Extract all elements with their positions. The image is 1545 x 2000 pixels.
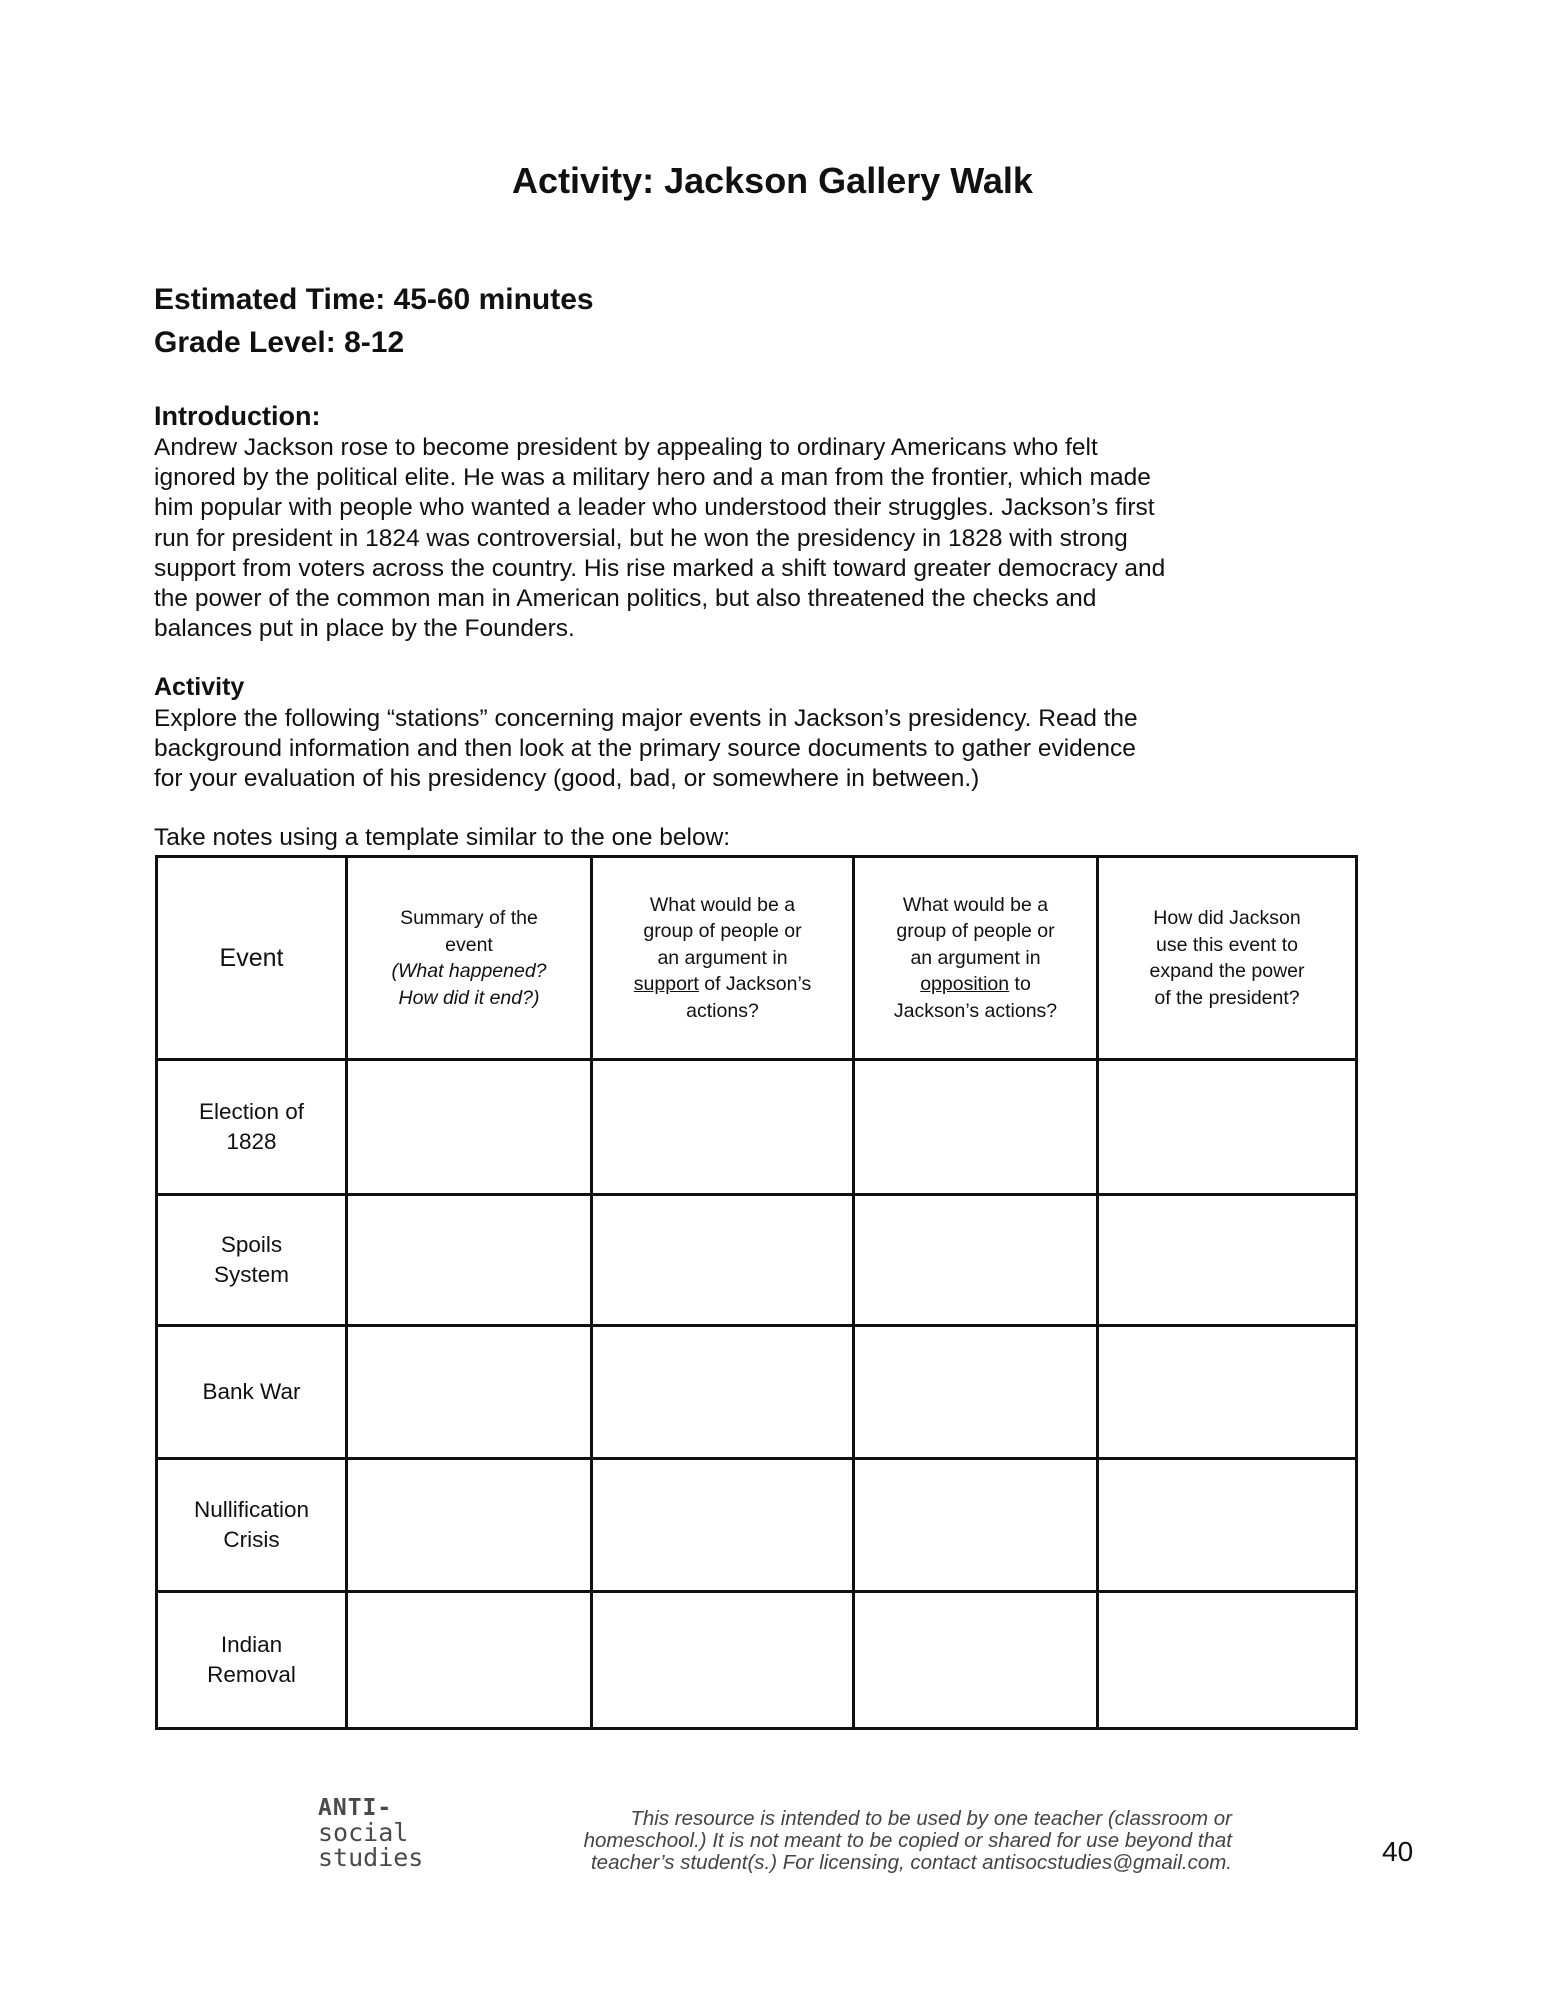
- notes-cell[interactable]: [1098, 1459, 1357, 1592]
- table-row: [157, 1195, 1357, 1326]
- opposition-underlined: opposition: [920, 973, 1010, 996]
- notes-cell[interactable]: [592, 1195, 854, 1326]
- activity-line: background information and then look at the primary source documents to gather evidence: [154, 735, 1136, 763]
- notes-cell[interactable]: [592, 1592, 854, 1729]
- notes-prompt: Take notes using a template similar to the one below:: [154, 824, 731, 851]
- license-disclaimer: This resource is intended to be used by one teacher (classroom or homeschool.) It is not meant to be copied or shared for use beyond that teacher’s student(s.) For licensing, contact antisocstudies@gmail.com.: [583, 1807, 1232, 1874]
- table-row: [157, 1459, 1357, 1592]
- notes-cell[interactable]: [854, 1592, 1098, 1729]
- notes-cell[interactable]: [1098, 1195, 1357, 1326]
- page-number: 40: [1382, 1836, 1414, 1867]
- notes-cell[interactable]: [854, 1060, 1098, 1195]
- page-title: Activity: Jackson Gallery Walk: [512, 160, 1033, 201]
- grade-level: Grade Level: 8-12: [154, 326, 405, 359]
- event-cell: Spoils System: [157, 1195, 347, 1326]
- introduction-heading: Introduction:: [154, 401, 321, 431]
- introduction-line: ignored by the political elite. He was a military hero and a man from the frontier, which made: [154, 464, 1151, 492]
- opposition-header: What would be a group of people or an argument in opposition to Jackson’s actions?: [854, 857, 1098, 1060]
- event-cell: Nullification Crisis: [157, 1459, 347, 1592]
- notes-cell[interactable]: [854, 1195, 1098, 1326]
- notes-cell[interactable]: [1098, 1060, 1357, 1195]
- notes-cell[interactable]: [854, 1459, 1098, 1592]
- table-row: [157, 1326, 1357, 1459]
- notes-cell[interactable]: [592, 1060, 854, 1195]
- introduction-line: Andrew Jackson rose to become president by appealing to ordinary Americans who felt: [154, 434, 1098, 461]
- introduction-text: [154, 433, 1354, 644]
- activity-line: Explore the following “stations” concerning major events in Jackson’s presidency. Read the: [154, 705, 1138, 732]
- notes-cell[interactable]: [347, 1459, 592, 1592]
- activity-heading: Activity: [154, 673, 245, 701]
- table-header-row: [157, 857, 1357, 1060]
- power-header: How did Jackson use this event to expand the power of the president?: [1098, 857, 1357, 1060]
- introduction-line: balances put in place by the Founders.: [154, 615, 575, 643]
- event-cell: Election of 1828: [157, 1060, 347, 1195]
- introduction-line: run for president in 1824 was controversial, but he won the presidency in 1828 with strong: [154, 524, 1128, 552]
- support-underlined: support: [633, 973, 699, 996]
- table-row: [157, 1060, 1357, 1195]
- estimated-time: Estimated Time: 45-60 minutes: [154, 283, 594, 316]
- support-header: What would be a group of people or an argument in support of Jackson’s actions?: [592, 857, 854, 1060]
- activity-text: [154, 704, 1354, 795]
- event-cell: Bank War: [157, 1326, 347, 1459]
- activity-line: for your evaluation of his presidency (good, bad, or somewhere in between.): [154, 765, 980, 793]
- notes-cell[interactable]: [347, 1592, 592, 1729]
- summary-header: Summary of the event (What happened? How did it end?): [347, 857, 592, 1060]
- notes-cell[interactable]: [347, 1326, 592, 1459]
- event-cell: Indian Removal: [157, 1592, 347, 1729]
- antisocial-studies-logo: ANTI- social studies: [318, 1795, 424, 1872]
- notes-cell[interactable]: [854, 1326, 1098, 1459]
- table-row: [157, 1592, 1357, 1729]
- notes-cell[interactable]: [1098, 1592, 1357, 1729]
- event-header: Event: [157, 857, 347, 1060]
- notes-cell[interactable]: [592, 1326, 854, 1459]
- notes-cell[interactable]: [1098, 1326, 1357, 1459]
- notes-cell[interactable]: [347, 1060, 592, 1195]
- notes-cell[interactable]: [347, 1195, 592, 1326]
- notes-cell[interactable]: [592, 1459, 854, 1592]
- introduction-line: him popular with people who wanted a leader who understood their struggles. Jackson’s first: [154, 494, 1155, 522]
- introduction-line: the power of the common man in American politics, but also threatened the checks and: [154, 585, 1097, 613]
- notes-template-table: [155, 855, 1358, 1730]
- introduction-line: support from voters across the country. His rise marked a shift toward greater democracy and: [154, 554, 1166, 582]
